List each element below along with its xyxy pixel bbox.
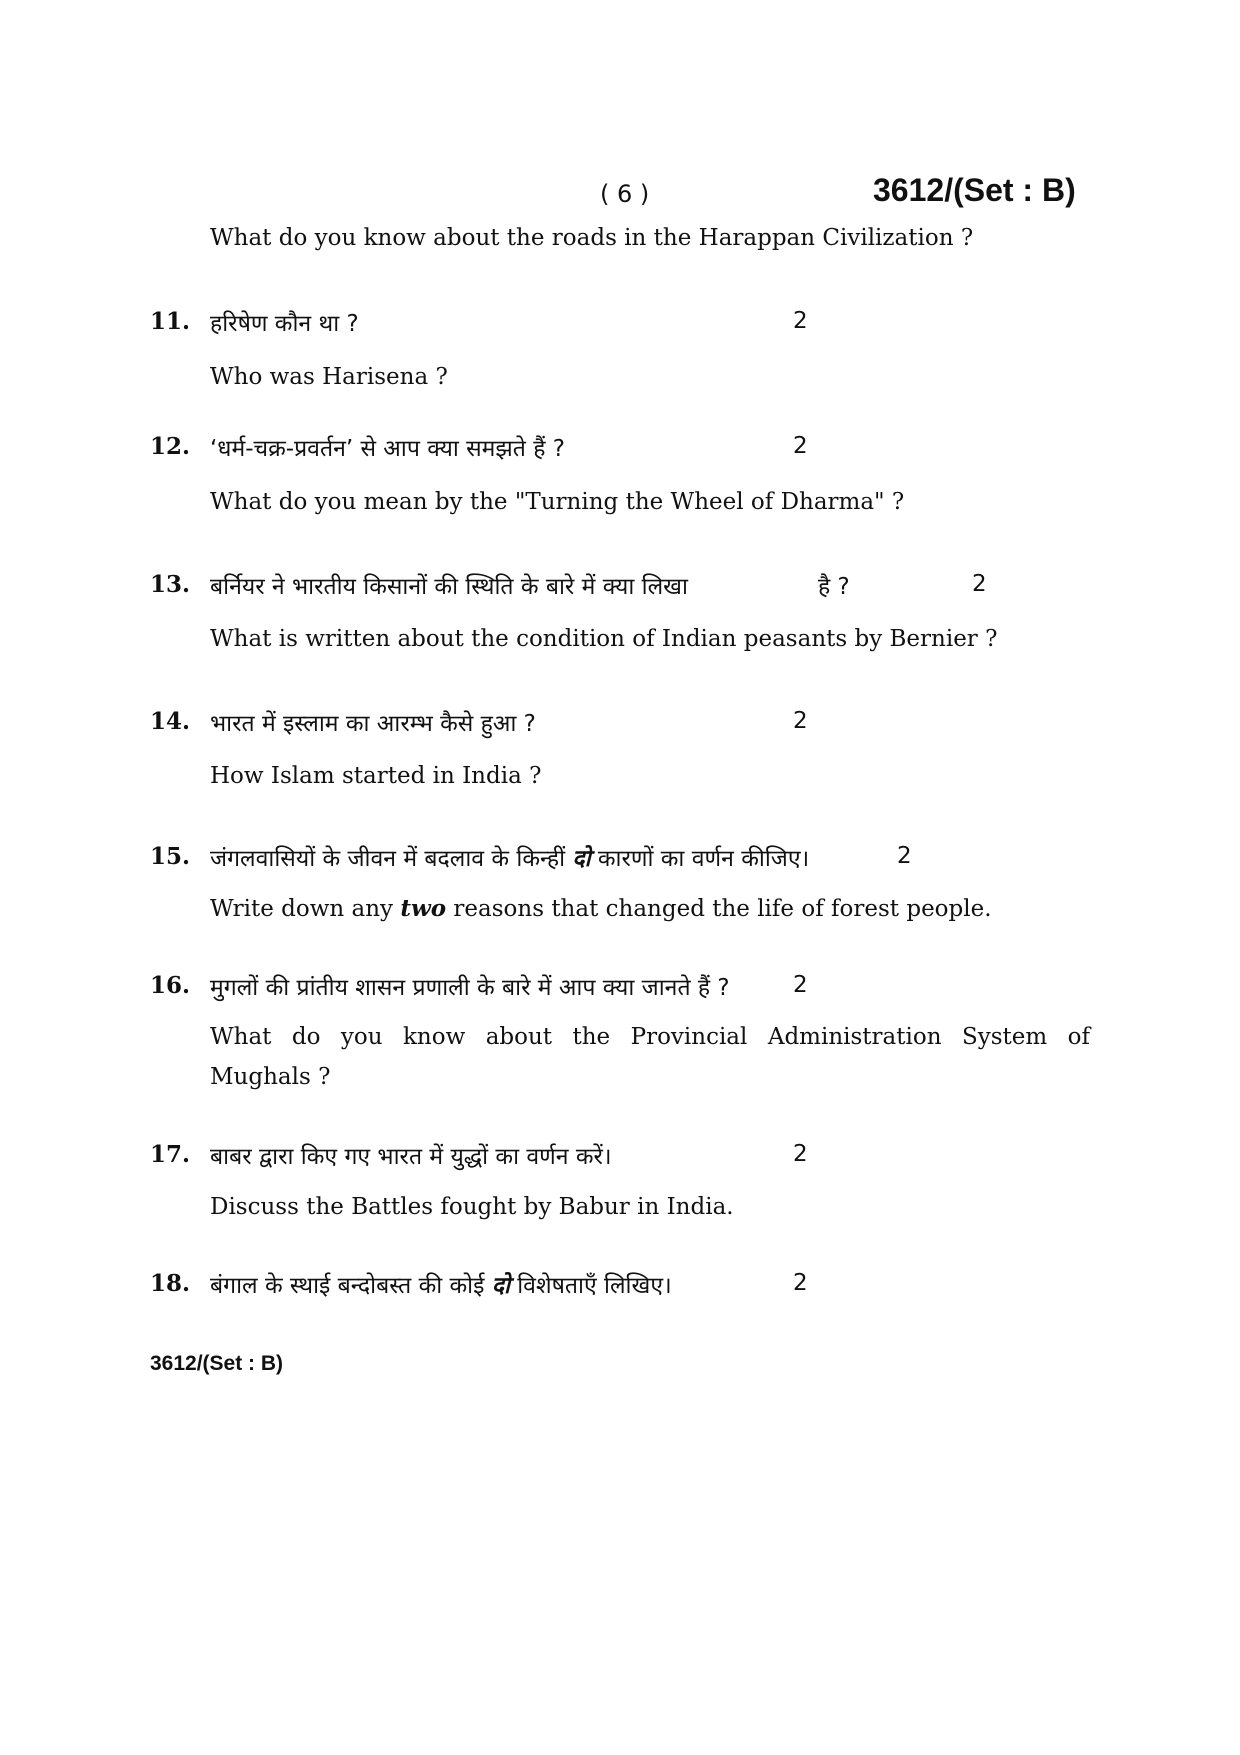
emphasis-do: दो bbox=[572, 846, 591, 872]
question-marks: 2 bbox=[793, 708, 808, 734]
q10-english-tail: What do you know about the roads in the Harappan Civilization ? bbox=[210, 225, 974, 251]
emphasis-two: two bbox=[400, 895, 447, 922]
question-hindi: हरिषेण कौन था ? bbox=[210, 311, 359, 337]
question-english: How Islam started in India ? bbox=[210, 763, 542, 789]
question-hindi bbox=[210, 1268, 672, 1300]
word: of bbox=[1067, 1024, 1090, 1050]
word: about bbox=[485, 1024, 553, 1050]
question-english-line1 bbox=[210, 1024, 1090, 1050]
question-marks: 2 bbox=[793, 1141, 808, 1167]
question-hindi-post: विशेषताएँ लिखिए। bbox=[517, 1273, 672, 1299]
question-marks: 2 bbox=[793, 972, 808, 998]
set-code-footer: 3612/(Set : B) bbox=[150, 1352, 284, 1375]
emphasis-do: दो bbox=[491, 1273, 510, 1299]
question-marks: 2 bbox=[897, 843, 912, 869]
set-code-header: 3612/(Set : B) bbox=[873, 172, 1076, 208]
page-number: ( 6 ) bbox=[600, 180, 650, 208]
question-hindi-post: कारणों का वर्णन कीजिए। bbox=[597, 846, 810, 872]
question-number: 12. bbox=[150, 433, 191, 460]
question-number: 11. bbox=[150, 308, 191, 335]
word: do bbox=[291, 1024, 321, 1050]
word: Provincial bbox=[630, 1024, 748, 1050]
question-hindi: बर्नियर ने भारतीय किसानों की स्थिति के बारे में क्या लिखा bbox=[210, 574, 688, 600]
question-hindi: भारत में इस्लाम का आरम्भ कैसे हुआ ? bbox=[210, 711, 536, 737]
question-hindi: मुगलों की प्रांतीय शासन प्रणाली के बारे में आप क्या जानते हैं ? bbox=[210, 975, 730, 1001]
question-english: Who was Harisena ? bbox=[210, 364, 448, 390]
word: System bbox=[961, 1024, 1048, 1050]
question-english: What is written about the condition of Indian peasants by Bernier ? bbox=[210, 626, 998, 652]
question-hindi: ‘धर्म-चक्र-प्रवर्तन’ से आप क्या समझते हैं ? bbox=[210, 436, 565, 462]
word: What bbox=[210, 1024, 272, 1050]
question-marks: 2 bbox=[972, 571, 987, 597]
question-marks: 2 bbox=[793, 1270, 808, 1296]
question-number: 13. bbox=[150, 571, 191, 598]
question-number: 17. bbox=[150, 1141, 191, 1168]
word: you bbox=[340, 1024, 383, 1050]
question-number: 14. bbox=[150, 708, 191, 735]
question-english-pre: Write down any bbox=[210, 896, 394, 922]
question-number: 18. bbox=[150, 1270, 191, 1297]
question-number: 15. bbox=[150, 843, 191, 870]
question-hindi bbox=[210, 841, 809, 873]
question-english: What do you mean by the "Turning the Wheel of Dharma" ? bbox=[210, 489, 905, 515]
question-english-line2: Mughals ? bbox=[210, 1064, 331, 1090]
question-number: 16. bbox=[150, 972, 191, 999]
word: the bbox=[572, 1024, 611, 1050]
question-marks: 2 bbox=[793, 308, 808, 334]
question-hindi-end: है ? bbox=[818, 574, 850, 600]
question-hindi-pre: जंगलवासियों के जीवन में बदलाव के किन्हीं bbox=[210, 846, 566, 872]
word: Administration bbox=[767, 1024, 942, 1050]
question-hindi: बाबर द्वारा किए गए भारत में युद्धों का वर्णन करें। bbox=[210, 1144, 612, 1170]
question-english: Discuss the Battles fought by Babur in India. bbox=[210, 1194, 734, 1220]
question-english-post: reasons that changed the life of forest people. bbox=[453, 896, 992, 922]
question-marks: 2 bbox=[793, 433, 808, 459]
word: know bbox=[402, 1024, 466, 1050]
question-english bbox=[210, 895, 992, 922]
question-hindi-pre: बंगाल के स्थाई बन्दोबस्त की कोई bbox=[210, 1273, 485, 1299]
